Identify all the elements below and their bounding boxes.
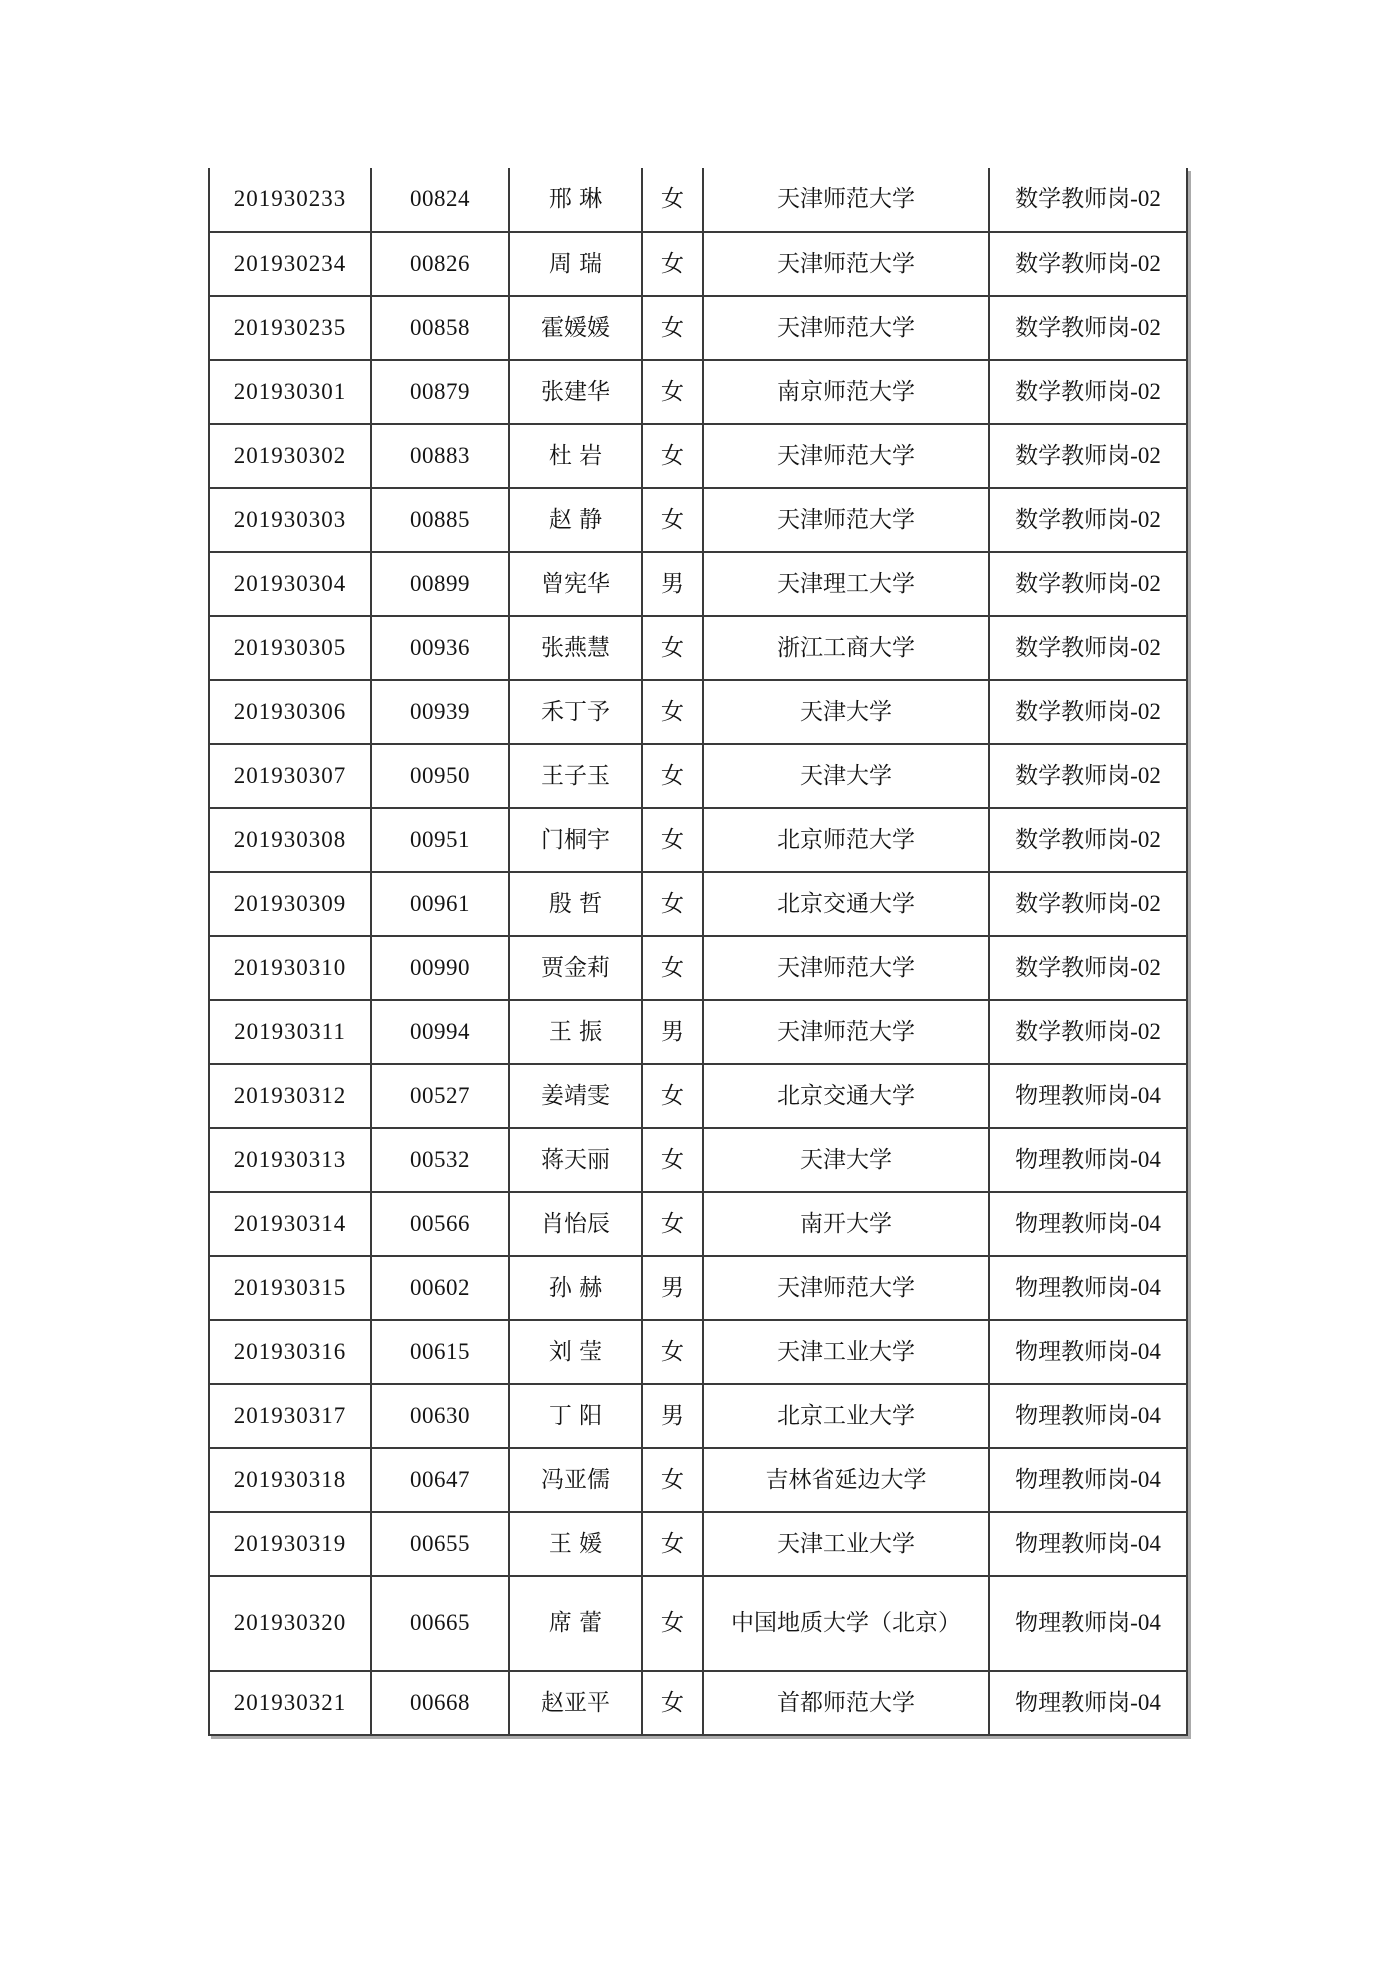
table-row [209,936,1187,1000]
candidate-name: 肖怡辰 [509,1192,642,1256]
candidate-name: 席蕾 [509,1576,642,1671]
candidate-code: 00899 [371,552,509,616]
table-row [209,1448,1187,1512]
candidate-position: 物理教师岗-04 [989,1320,1187,1384]
table-row [209,296,1187,360]
candidate-name: 赵亚平 [509,1671,642,1735]
table-row [209,488,1187,552]
candidate-gender: 女 [642,872,703,936]
candidate-name: 霍媛媛 [509,296,642,360]
candidate-gender: 女 [642,424,703,488]
candidate-code: 00858 [371,296,509,360]
candidate-position: 物理教师岗-04 [989,1512,1187,1576]
candidate-code: 00630 [371,1384,509,1448]
candidate-name: 赵静 [509,488,642,552]
candidate-roster-table [208,168,1188,1736]
candidate-university: 天津工业大学 [703,1320,989,1384]
candidate-id: 201930301 [209,360,371,424]
candidate-id: 201930318 [209,1448,371,1512]
candidate-name: 王媛 [509,1512,642,1576]
candidate-university: 天津师范大学 [703,168,989,232]
candidate-position: 物理教师岗-04 [989,1256,1187,1320]
candidate-position: 数学教师岗-02 [989,616,1187,680]
candidate-position: 数学教师岗-02 [989,872,1187,936]
roster-body [209,168,1187,1735]
table-row [209,1671,1187,1735]
candidate-id: 201930315 [209,1256,371,1320]
candidate-position: 物理教师岗-04 [989,1576,1187,1671]
candidate-gender: 女 [642,488,703,552]
candidate-code: 00883 [371,424,509,488]
candidate-position: 数学教师岗-02 [989,360,1187,424]
candidate-gender: 女 [642,1512,703,1576]
table-row [209,1512,1187,1576]
candidate-gender: 女 [642,744,703,808]
candidate-id: 201930235 [209,296,371,360]
candidate-code: 00527 [371,1064,509,1128]
candidate-position: 数学教师岗-02 [989,552,1187,616]
table-row [209,552,1187,616]
candidate-code: 00602 [371,1256,509,1320]
candidate-gender: 男 [642,552,703,616]
candidate-name: 周瑞 [509,232,642,296]
candidate-gender: 女 [642,1671,703,1735]
candidate-university: 天津工业大学 [703,1512,989,1576]
candidate-id: 201930313 [209,1128,371,1192]
table-row [209,360,1187,424]
candidate-university: 天津大学 [703,744,989,808]
table-row [209,168,1187,232]
candidate-code: 00824 [371,168,509,232]
candidate-gender: 女 [642,296,703,360]
candidate-university: 天津师范大学 [703,488,989,552]
table-row [209,1576,1187,1671]
candidate-id: 201930310 [209,936,371,1000]
candidate-name: 孙赫 [509,1256,642,1320]
candidate-code: 00532 [371,1128,509,1192]
candidate-gender: 男 [642,1256,703,1320]
candidate-gender: 女 [642,1192,703,1256]
candidate-university: 南京师范大学 [703,360,989,424]
candidate-name: 张建华 [509,360,642,424]
candidate-gender: 女 [642,168,703,232]
candidate-university: 南开大学 [703,1192,989,1256]
candidate-name: 邢琳 [509,168,642,232]
candidate-id: 201930306 [209,680,371,744]
candidate-name: 杜岩 [509,424,642,488]
candidate-university: 吉林省延边大学 [703,1448,989,1512]
candidate-code: 00939 [371,680,509,744]
candidate-code: 00961 [371,872,509,936]
table-row [209,1384,1187,1448]
table-row [209,424,1187,488]
candidate-university: 中国地质大学（北京） [703,1576,989,1671]
candidate-position: 数学教师岗-02 [989,680,1187,744]
candidate-university: 北京交通大学 [703,1064,989,1128]
candidate-id: 201930316 [209,1320,371,1384]
candidate-university: 北京交通大学 [703,872,989,936]
candidate-code: 00950 [371,744,509,808]
candidate-id: 201930311 [209,1000,371,1064]
candidate-position: 物理教师岗-04 [989,1448,1187,1512]
candidate-position: 数学教师岗-02 [989,232,1187,296]
candidate-position: 数学教师岗-02 [989,744,1187,808]
candidate-gender: 女 [642,680,703,744]
candidate-university: 天津大学 [703,680,989,744]
candidate-name: 蒋天丽 [509,1128,642,1192]
candidate-university: 北京工业大学 [703,1384,989,1448]
candidate-id: 201930312 [209,1064,371,1128]
table-row [209,680,1187,744]
candidate-name: 禾丁予 [509,680,642,744]
candidate-university: 天津师范大学 [703,1256,989,1320]
table-row [209,616,1187,680]
candidate-code: 00647 [371,1448,509,1512]
candidate-name: 丁阳 [509,1384,642,1448]
candidate-gender: 女 [642,1576,703,1671]
candidate-gender: 女 [642,1064,703,1128]
candidate-gender: 女 [642,360,703,424]
candidate-code: 00655 [371,1512,509,1576]
candidate-id: 201930304 [209,552,371,616]
candidate-code: 00665 [371,1576,509,1671]
candidate-name: 门桐宇 [509,808,642,872]
candidate-code: 00826 [371,232,509,296]
candidate-position: 数学教师岗-02 [989,1000,1187,1064]
candidate-position: 物理教师岗-04 [989,1128,1187,1192]
candidate-position: 数学教师岗-02 [989,168,1187,232]
candidate-code: 00879 [371,360,509,424]
candidate-id: 201930308 [209,808,371,872]
candidate-name: 张燕慧 [509,616,642,680]
candidate-gender: 女 [642,808,703,872]
candidate-university: 北京师范大学 [703,808,989,872]
candidate-name: 殷哲 [509,872,642,936]
candidate-position: 数学教师岗-02 [989,424,1187,488]
candidate-name: 刘莹 [509,1320,642,1384]
table-row [209,232,1187,296]
candidate-position: 数学教师岗-02 [989,936,1187,1000]
candidate-university: 天津师范大学 [703,296,989,360]
table-row [209,808,1187,872]
candidate-code: 00951 [371,808,509,872]
candidate-position: 物理教师岗-04 [989,1064,1187,1128]
candidate-id: 201930317 [209,1384,371,1448]
table-row [209,872,1187,936]
candidate-code: 00566 [371,1192,509,1256]
table-row [209,1192,1187,1256]
candidate-id: 201930234 [209,232,371,296]
candidate-code: 00668 [371,1671,509,1735]
candidate-name: 姜靖雯 [509,1064,642,1128]
candidate-university: 天津师范大学 [703,1000,989,1064]
candidate-position: 物理教师岗-04 [989,1192,1187,1256]
candidate-university: 天津师范大学 [703,424,989,488]
candidate-name: 冯亚儒 [509,1448,642,1512]
candidate-id: 201930314 [209,1192,371,1256]
candidate-id: 201930321 [209,1671,371,1735]
candidate-gender: 女 [642,936,703,1000]
candidate-university: 天津理工大学 [703,552,989,616]
candidate-gender: 女 [642,232,703,296]
table-row [209,1128,1187,1192]
candidate-gender: 女 [642,616,703,680]
candidate-code: 00615 [371,1320,509,1384]
candidate-name: 贾金莉 [509,936,642,1000]
table-row [209,744,1187,808]
table-row [209,1256,1187,1320]
candidate-code: 00990 [371,936,509,1000]
candidate-code: 00994 [371,1000,509,1064]
candidate-id: 201930302 [209,424,371,488]
candidate-gender: 女 [642,1320,703,1384]
candidate-id: 201930303 [209,488,371,552]
candidate-code: 00936 [371,616,509,680]
candidate-university: 首都师范大学 [703,1671,989,1735]
candidate-id: 201930305 [209,616,371,680]
candidate-id: 201930320 [209,1576,371,1671]
candidate-university: 天津大学 [703,1128,989,1192]
candidate-university: 天津师范大学 [703,936,989,1000]
candidate-position: 物理教师岗-04 [989,1384,1187,1448]
table-row [209,1320,1187,1384]
candidate-position: 数学教师岗-02 [989,808,1187,872]
candidate-id: 201930319 [209,1512,371,1576]
candidate-id: 201930307 [209,744,371,808]
candidate-position: 数学教师岗-02 [989,488,1187,552]
candidate-name: 王子玉 [509,744,642,808]
candidate-gender: 女 [642,1448,703,1512]
candidate-gender: 女 [642,1128,703,1192]
candidate-code: 00885 [371,488,509,552]
table-row [209,1000,1187,1064]
candidate-university: 天津师范大学 [703,232,989,296]
table-row [209,1064,1187,1128]
candidate-university: 浙江工商大学 [703,616,989,680]
candidate-name: 曾宪华 [509,552,642,616]
candidate-id: 201930309 [209,872,371,936]
candidate-gender: 男 [642,1384,703,1448]
candidate-id: 201930233 [209,168,371,232]
candidate-gender: 男 [642,1000,703,1064]
candidate-position: 数学教师岗-02 [989,296,1187,360]
candidate-position: 物理教师岗-04 [989,1671,1187,1735]
candidate-name: 王振 [509,1000,642,1064]
